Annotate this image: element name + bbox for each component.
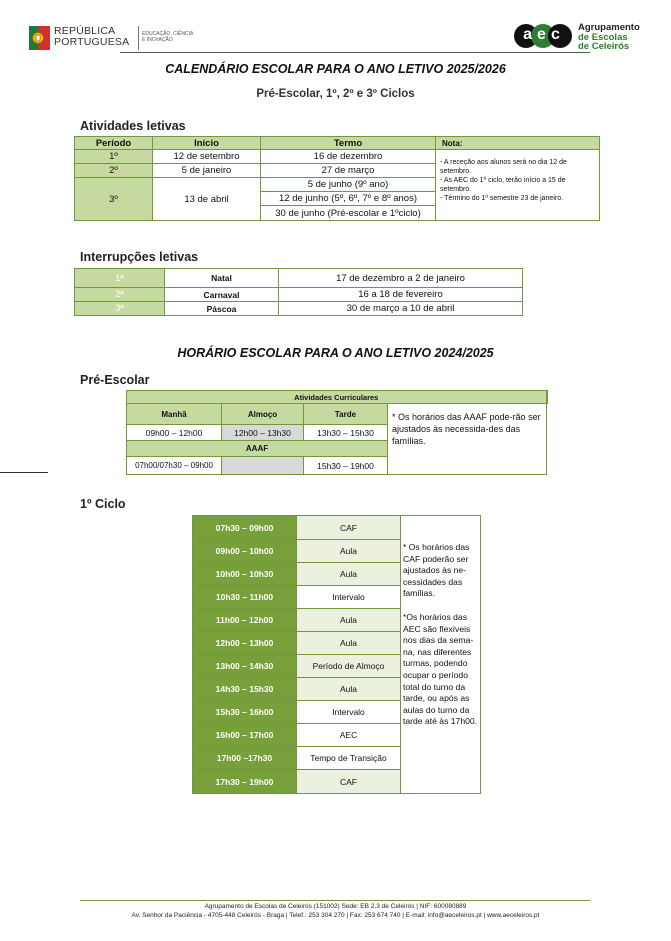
activity-cell: Período de Almoço: [297, 655, 401, 678]
period-3-start: 13 de abril: [153, 178, 261, 221]
aec-note: *Os horários das AEC são flexíveis nos dias da sema-na, nas diferentes turmas, podendo ocupar o período total do turno da tarde, ou após as aulas do turno da tarde até às 17h00.: [403, 611, 478, 727]
aec-logo-text: aec: [523, 26, 565, 43]
activity-cell: AEC: [297, 724, 401, 747]
period-3: 3º: [75, 178, 153, 221]
preschool-lunch: 12h00 – 13h30: [222, 425, 304, 441]
aaaf-lunch-empty: [222, 457, 304, 475]
aaaf-morning: 07h00/07h30 – 09h00: [127, 457, 222, 475]
activity-cell: Tempo de Transição: [297, 747, 401, 770]
ministry-name: [142, 31, 193, 43]
aec-logo: [513, 22, 575, 50]
activity-cell: Aula: [297, 540, 401, 563]
calendar-title: CALENDÁRIO ESCOLAR PARA O ANO LETIVO 2025/2026: [165, 62, 506, 76]
time-cell: 10h30 – 11h00: [193, 586, 297, 609]
activities-header: Atividades Curriculares: [127, 391, 547, 404]
coat-of-arms-icon: [28, 24, 52, 52]
interruption-dates: 16 a 18 de fevereiro: [279, 288, 523, 302]
activity-cell: Aula: [297, 678, 401, 701]
caf-note: * Os horários das CAF poderão ser ajustados às ne-cessidades das famílias.: [403, 542, 470, 599]
footer-address-line1: Agrupamento de Escolas de Celeirós (151002) Sede: EB 2,3 de Celeirós | NIF: 600080889: [204, 903, 467, 910]
col-header-start: Início: [153, 137, 261, 150]
time-cell: 16h00 – 17h00: [193, 724, 297, 747]
calendar-table: [74, 136, 600, 221]
period-2: 2º: [75, 164, 153, 178]
time-cell: 07h30 – 09h00: [193, 516, 297, 540]
government-name-line2: PORTUGUESA: [54, 36, 130, 48]
col-header-end: Termo: [261, 137, 436, 150]
col-afternoon: Tarde: [304, 404, 388, 425]
schedule-title: HORÁRIO ESCOLAR PARA O ANO LETIVO 2024/2025: [177, 346, 494, 360]
interruption-dates: 17 de dezembro a 2 de janeiro: [279, 269, 523, 288]
school-group-name: [578, 23, 640, 52]
school-group-line1: Agrupamento: [578, 22, 640, 33]
interruptions-table: [74, 268, 523, 316]
header-rule: [120, 52, 590, 53]
col-morning: Manhã: [127, 404, 222, 425]
interruption-dates: 30 de março a 10 de abril: [279, 302, 523, 316]
time-cell: 14h30 – 15h30: [193, 678, 297, 701]
interruption-name: Natal: [165, 269, 279, 288]
activity-cell: CAF: [297, 770, 401, 794]
col-lunch: Almoço: [222, 404, 304, 425]
school-group-line2: de Escolas: [578, 31, 628, 43]
time-cell: 17h30 – 19h00: [193, 770, 297, 794]
calendar-notes: [436, 150, 600, 221]
period-2-end: 27 de março: [261, 164, 436, 178]
government-name: [54, 26, 129, 48]
activity-cell: Aula: [297, 632, 401, 655]
government-name-line1: REPÚBLICA: [54, 25, 116, 37]
period-3-end-1: 5 de junho (9º ano): [261, 178, 436, 192]
time-cell: 13h00 – 14h30: [193, 655, 297, 678]
footer-address-line2: Av. Senhor da Paciência - 4705-448 Celeirós - Braga | Telef.: 253 304 270 | Fax: 253 674 740 | E-mail: info@aeceleiros.pt | www.aeceleiros.pt: [131, 912, 540, 919]
aaaf-header: AAAF: [127, 441, 388, 457]
time-cell: 10h00 – 10h30: [193, 563, 297, 586]
interruption-num: 2ª: [75, 288, 165, 302]
period-2-start: 5 de janeiro: [153, 164, 261, 178]
time-cell: 15h30 – 16h00: [193, 701, 297, 724]
time-cell: 09h00 – 10h00: [193, 540, 297, 563]
time-cell: 17h00 –17h30: [193, 747, 297, 770]
section-first-cycle: 1º Ciclo: [80, 497, 126, 511]
note-line: - Término do 1º semestre 23 de janeiro.: [440, 195, 564, 202]
interruption-name: Páscoa: [165, 302, 279, 316]
section-activities: Atividades letivas: [80, 119, 186, 133]
government-logo: [28, 24, 52, 52]
footer-rule: [80, 900, 590, 901]
first-cycle-table: [192, 515, 481, 794]
activity-cell: Intervalo: [297, 586, 401, 609]
preschool-note: * Os horários das AAAF pode-rão ser ajustados às necessida-des das famílias.: [388, 404, 547, 475]
activity-cell: Intervalo: [297, 701, 401, 724]
preschool-table: [126, 390, 548, 475]
activity-cell: CAF: [297, 516, 401, 540]
margin-rule: [0, 472, 48, 473]
preschool-morning: 09h00 – 12h00: [127, 425, 222, 441]
ministry-line1: EDUCAÇÃO, CIÊNCIA: [142, 31, 194, 37]
activity-cell: Aula: [297, 563, 401, 586]
time-cell: 12h00 – 13h00: [193, 632, 297, 655]
calendar-subtitle: Pré-Escolar, 1º, 2º e 3º Ciclos: [256, 88, 415, 100]
time-cell: 11h00 – 12h00: [193, 609, 297, 632]
col-header-period: Período: [75, 137, 153, 150]
period-3-end-3: 30 de junho (Pré-escolar e 1ºciclo): [261, 206, 436, 221]
note-line: - A receção aos alunos será no dia 12 de setembro.: [440, 159, 567, 175]
col-header-note: Nota:: [436, 137, 600, 150]
note-line: - As AEC do 1º ciclo, terão início a 15 de setembro.: [440, 177, 566, 193]
preschool-afternoon: 13h30 – 15h30: [304, 425, 388, 441]
period-1: 1º: [75, 150, 153, 164]
section-preschool: Pré-Escolar: [80, 373, 150, 387]
interruption-name: Carnaval: [165, 288, 279, 302]
aaaf-afternoon: 15h30 – 19h00: [304, 457, 388, 475]
ministry-line2: E INOVAÇÃO: [142, 37, 173, 43]
header-divider: [138, 26, 139, 50]
period-1-end: 16 de dezembro: [261, 150, 436, 164]
first-cycle-notes: [401, 516, 481, 794]
interruption-num: 3ª: [75, 302, 165, 316]
activity-cell: Aula: [297, 609, 401, 632]
interruption-num: 1ª: [75, 269, 165, 288]
section-interruptions: Interrupções letivas: [80, 250, 199, 264]
period-1-start: 12 de setembro: [153, 150, 261, 164]
period-3-end-2: 12 de junho (5º, 6º, 7º e 8º anos): [261, 192, 436, 206]
school-group-line3: de Celeirós: [578, 41, 630, 52]
